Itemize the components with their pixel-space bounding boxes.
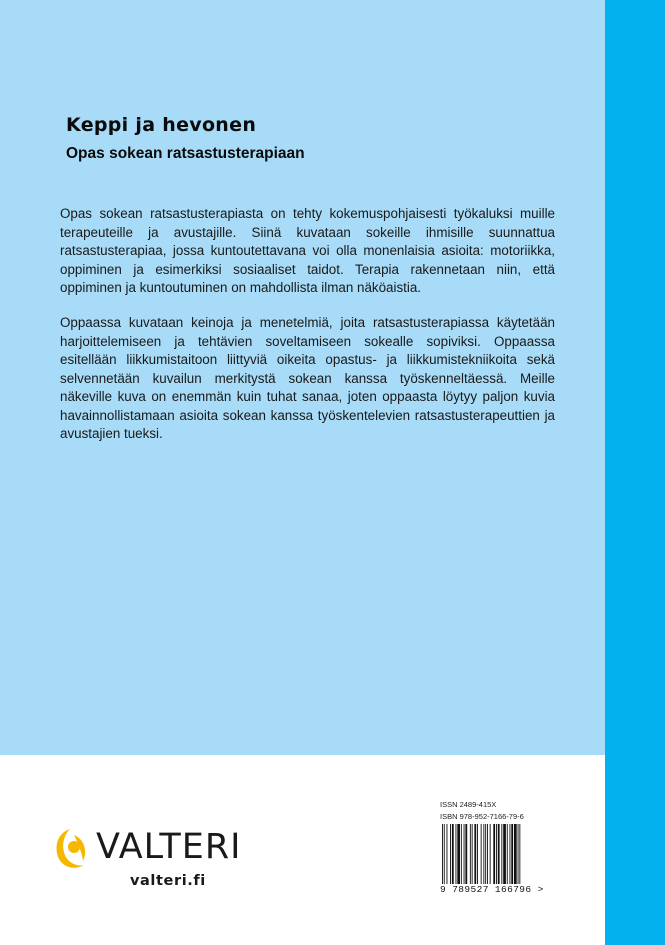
publisher-url: valteri.fi xyxy=(130,873,206,889)
isbn-number: ISBN 978-952-7166-79-6 xyxy=(440,812,524,821)
sun-logo-icon xyxy=(52,827,88,871)
barcode-digits: 9 789527 166796 > xyxy=(440,884,544,895)
book-title: Keppi ja hevonen xyxy=(66,114,257,136)
publisher-name: VALTERI xyxy=(96,827,242,867)
cover-spine-band xyxy=(605,0,665,945)
identifier-block xyxy=(440,800,562,900)
description-paragraph-2: Oppaassa kuvataan keinoja ja menetelmiä, joita ratsastusterapiassa käytetään harjoittelemiseen ja tehtävien soveltamiseen sokealle sopiviksi. Oppaassa esitellään liikkumistaitoon liittyviä oikeita opastus- ja liikkumistekniikoita sekä selvennetään kuvailun merkitystä sokean kanssa työskenneltäessä. Meille näkeville kuva on enemmän kuin tuhat sanaa, joten oppaasta löytyy paljon kuvia havainnollistamaan asioita sokean kanssa työskentelevien ratsastusterapeuttien ja avustajien tueksi. xyxy=(60,315,555,441)
description-paragraph-1: Opas sokean ratsastusterapiasta on tehty kokemuspohjaisesti työkaluksi muille terapeuteille ja avustajille. Siinä kuvataan sokeille ihmisille suunnattua ratsastusterapiaa, jossa kuntoutettavana voi olla monenlaisia asioita: motoriikka, oppiminen ja esimerkiksi sosiaaliset taidot. Terapia rakennetaan niin, että oppiminen ja kuntoutuminen on mahdollista ilman näköaistia. xyxy=(60,206,555,295)
book-subtitle: Opas sokean ratsastusterapiaan xyxy=(66,145,305,162)
valteri-logo xyxy=(52,823,242,893)
isbn-barcode xyxy=(440,824,554,884)
issn-number: ISSN 2489-415X xyxy=(440,800,497,809)
